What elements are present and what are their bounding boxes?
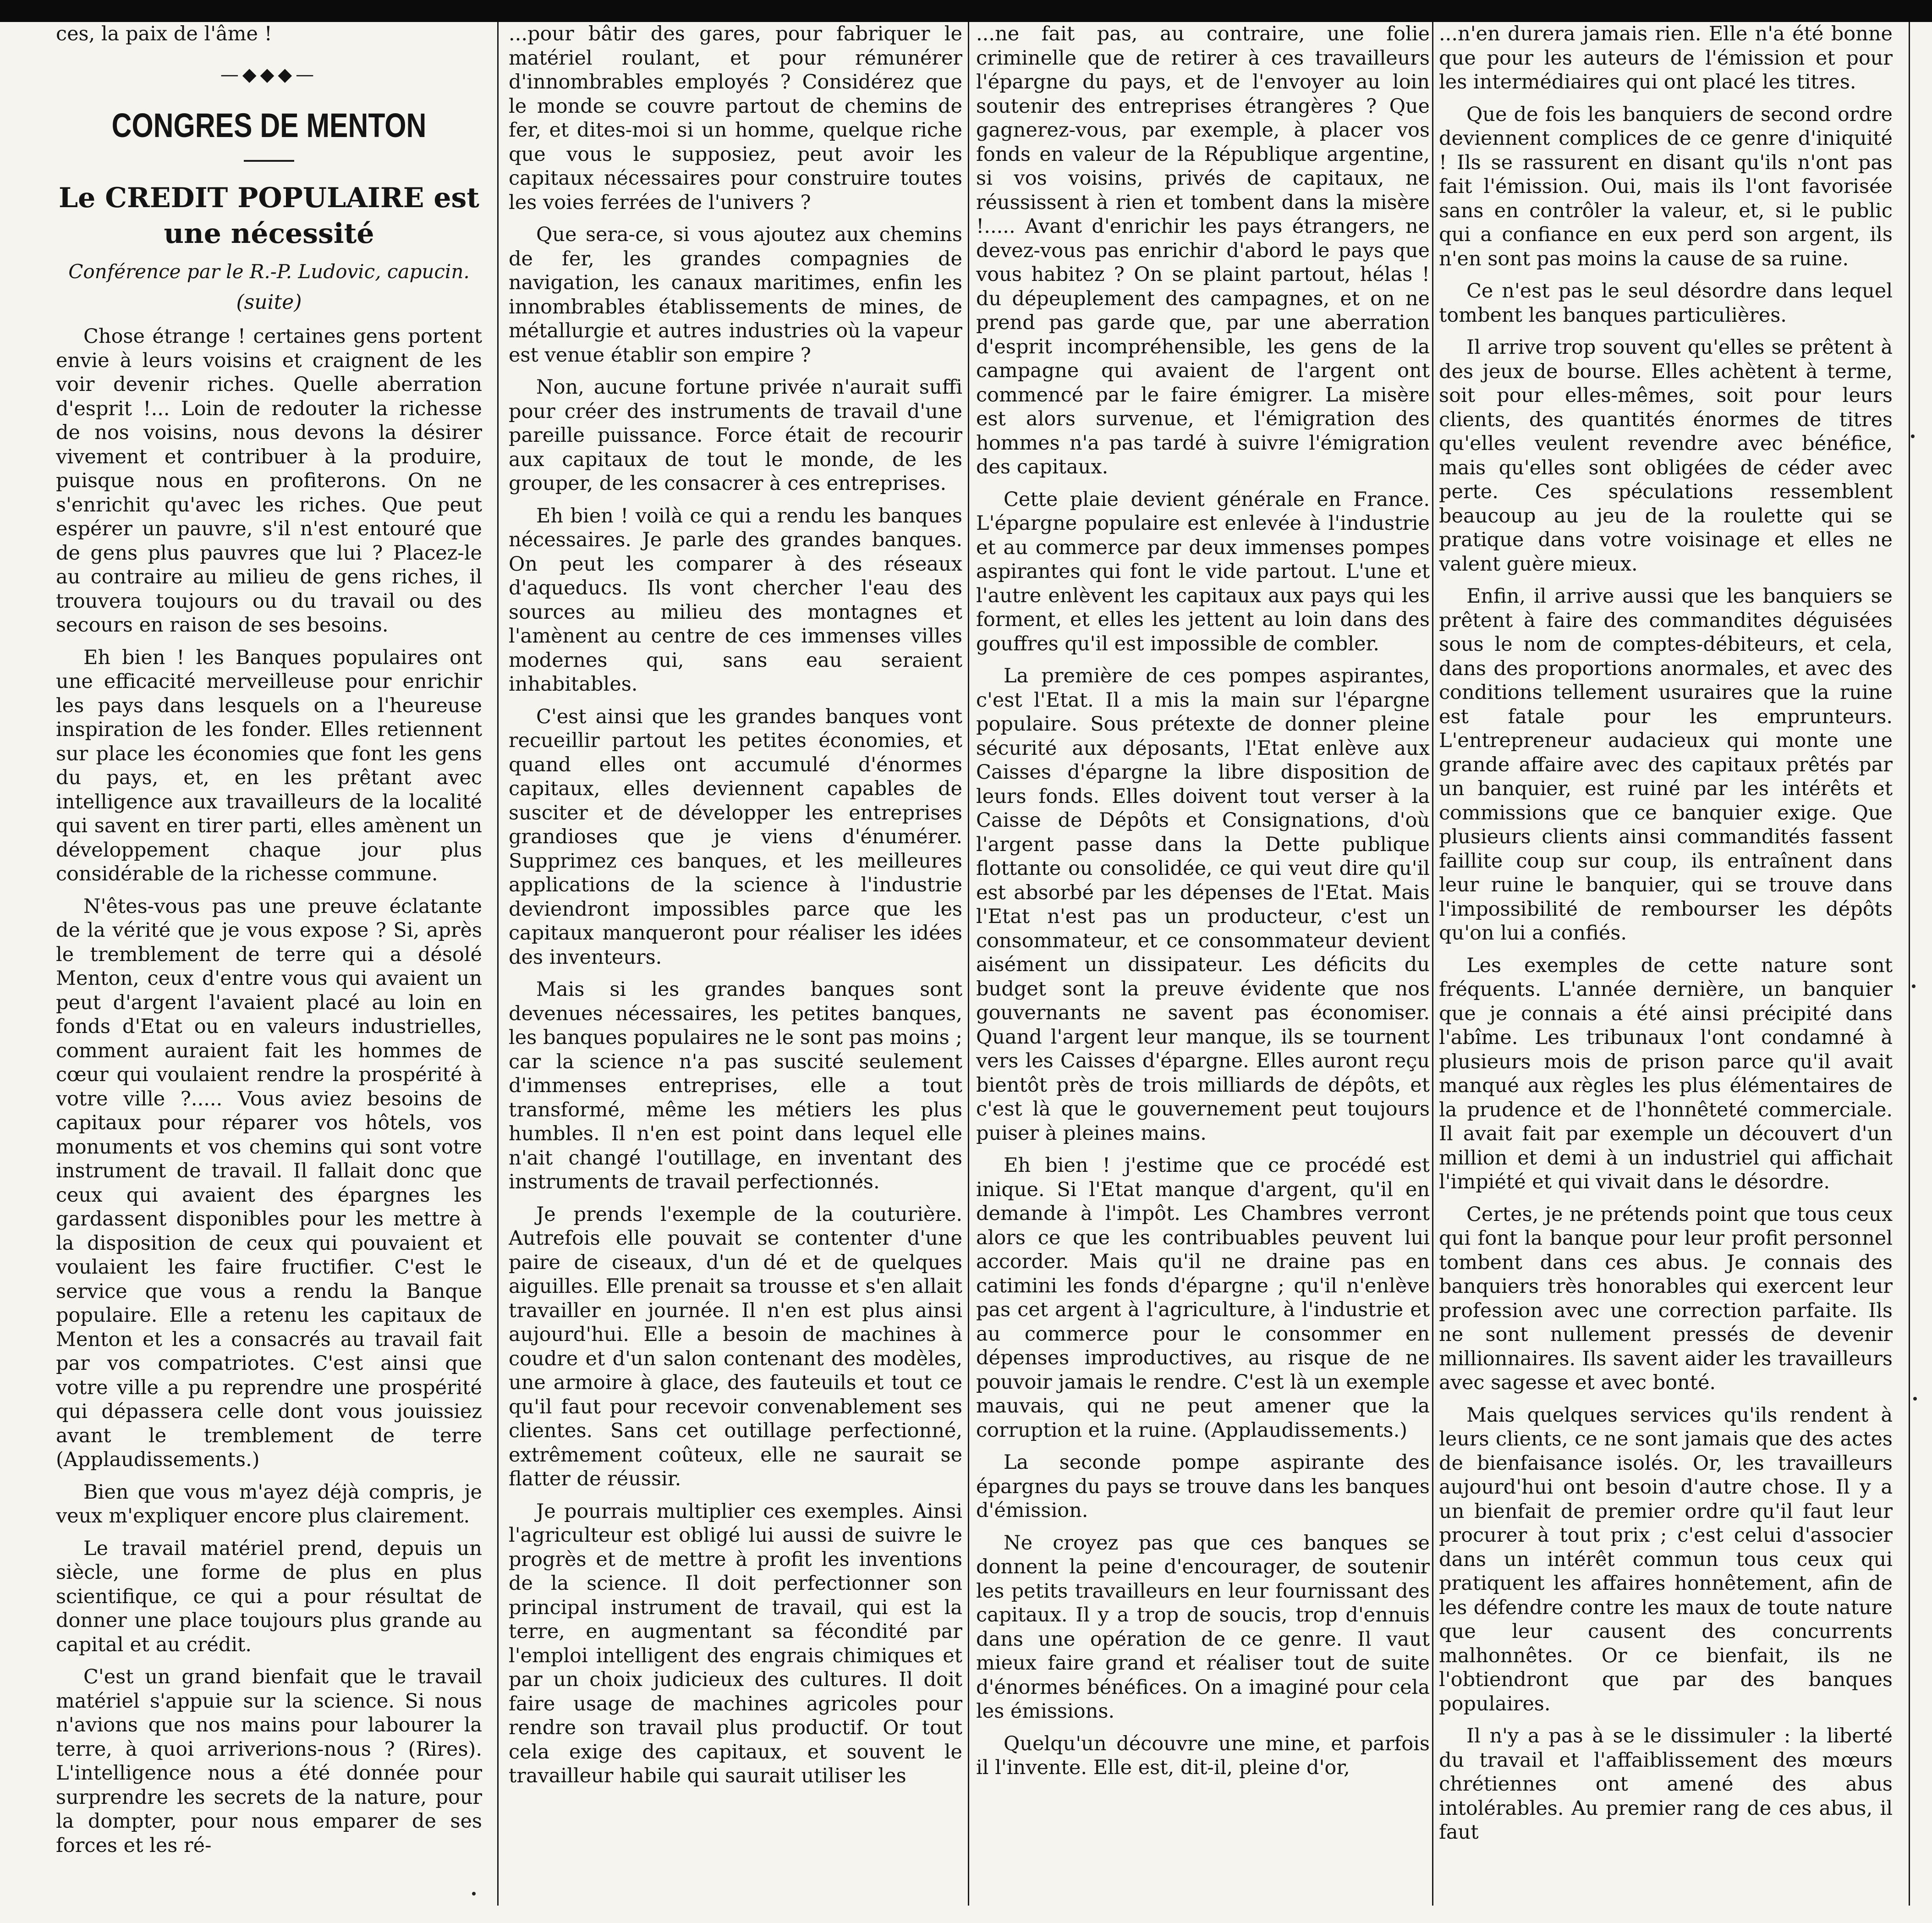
paragraph: Mais si les grandes banques sont devenues nécessaires, les petites banques, les banques populaires ne le sont pas moins ; car la science n'a pas suscité seulement d'immenses entreprises, elle a tout transformé, même les métiers les plus humbles. Il n'en est point dans lequel elle n'ait changé l'outillage, en inventant des instruments de travail perfectionnés.: [509, 978, 962, 1193]
newspaper-page: [0, 22, 1932, 1923]
column-2: [509, 22, 962, 1906]
paragraph: Les exemples de cette nature sont fréquents. L'année dernière, un banquier que je connais a été ainsi précipité dans l'abîme. Les tribunaux l'ont condamné à plusieurs mois de prison parce qu'il avait manqué aux règles les plus élémentaires de la prudence et de l'honnêteté commerciale. Il avait fait par exemple un découvert d'un million et demi à un industriel qui affichait l'impiété et qui vivait dans le désordre.: [1439, 954, 1893, 1193]
paragraph: Bien que vous m'ayez déjà compris, je veux m'expliquer encore plus clairement.: [56, 1480, 482, 1527]
paragraph: La première de ces pompes aspirantes, c'est l'Etat. Il a mis la main sur l'épargne populaire. Sous prétexte de donner pleine sécurité aux déposants, l'Etat enlève aux Caisses d'épargne la libre disposition de leurs fonds. Elles doivent tout verser à la Caisse de Dépôts et Consignations, d'où l'argent passe dans la Dette publique flottante ou consolidée, ce qui veut dire qu'il est absorbé par les dépenses de l'Etat. Mais l'Etat n'est pas un producteur, c'est un consommateur, et ce consommateur devient aisément un dissipateur. Les déficits du budget sont la preuve évidente que nos gouvernants ne savent pas économiser. Quand l'argent leur manque, ils se tournent vers les Caisses d'épargne. Elles auront reçu bientôt près de trois milliards de dépôts, et c'est là que le gouvernement peut toujours puiser à pleines mains.: [976, 665, 1430, 1145]
column-divider: [1909, 22, 1910, 1906]
article-headline: CONGRES DE MENTON: [111, 106, 427, 144]
paragraph: Quelqu'un découvre une mine, et parfois il l'invente. Elle est, dit-il, pleine d'or,: [976, 1732, 1430, 1779]
paragraph: Eh bien ! voilà ce qui a rendu les banques nécessaires. Je parle des grandes banques. On peut les comparer à des réseaux d'aqueducs. Ils vont chercher l'eau des sources au milieu des montagnes et l'amènent au centre de ces immenses villes modernes qui, sans eau seraient inhabitables.: [509, 504, 962, 696]
paragraph: Chose étrange ! certaines gens portent envie à leurs voisins et craignent de les voir devenir riches. Quelle aberration d'esprit !... Loin de redouter la richesse de nos voisins, nous devons la désirer vivement et contribuer à la produire, puisque nous en profiterons. On ne s'enrichit qu'avec les riches. Que peut espérer un pauvre, s'il n'est entouré que de gens plus pauvres que lui ? Placez-le au contraire au milieu de gens riches, il trouvera toujours ou du travail ou des secours en raison de ses besoins.: [56, 325, 482, 637]
paragraph: N'êtes-vous pas une preuve éclatante de la vérité que je vous expose ? Si, après le tremblement de terre qui a désolé Menton, ceux d'entre vous qui avaient un peut d'argent l'avaient placé au loin en fonds d'Etat ou en valeurs industrielles, comment auraient fait les hommes de cœur qui voulaient rendre la prospérité à votre ville ?..... Vous aviez besoins de capitaux pour réparer vos hôtels, vos monuments et vos chemins qui sont votre instrument de travail. Il fallait donc que ceux qui avaient des épargnes les gardassent disponibles pour les mettre à la disposition de ceux qui pouvaient et voulaient les faire fructifier. C'est le service que vous a rendu la Banque populaire. Elle a retenu les capitaux de Menton et les a consacrés au travail fait par vos compatriotes. C'est ainsi que votre ville a pu reprendre une prospérité qui dépassera celle dont vous jouissiez avant le tremblement de terre (Applaudissements.): [56, 895, 482, 1471]
paragraph: Je prends l'exemple de la couturière. Autrefois elle pouvait se contenter d'une paire de ciseaux, d'un dé et de quelques aiguilles. Elle prenait sa trousse et s'en allait travailler en journée. Il n'en est plus ainsi aujourd'hui. Elle a besoin de machines à coudre et d'un salon contenant des modèles, une armoire à glace, des fauteuils et tout ce qu'il faut pour recevoir convenablement ses clientes. Sans cet outillage perfectionné, extrêmement coûteux, elle ne saurait se flatter de réussir.: [509, 1203, 962, 1490]
column-divider: [968, 22, 969, 1906]
ornament-divider: —◆◆◆—: [220, 64, 318, 85]
scan-speck: [1911, 434, 1915, 438]
column-4: [1439, 22, 1893, 1906]
scan-speck: [472, 1892, 476, 1896]
scan-speck: [1912, 984, 1916, 988]
paragraph: La seconde pompe aspirante des épargnes du pays se trouve dans les banques d'émission.: [976, 1451, 1430, 1522]
paragraph: C'est un grand bienfait que le travail matériel s'appuie sur la science. Si nous n'avions que nos mains pour labourer la terre, à quoi arriverions-nous ? (Rires). L'intelligence nous a été donnée pour surprendre les secrets de la nature, pour la dompter, pour nous emparer de ses forces et les ré-: [56, 1665, 482, 1857]
column-divider: [1432, 22, 1433, 1906]
paragraph: Enfin, il arrive aussi que les banquiers se prêtent à faire des commandites déguisées sous le nom de comptes-débiteurs, et cela, dans des proportions anormales, et avec des conditions tellement usuraires que la ruine est fatale pour les emprunteurs. L'entrepreneur audacieux qui monte une grande affaire avec des capitaux prêtés par un banquier, est ruiné par les intérêts et commissions que ce banquier exige. Que plusieurs clients ainsi commandités fassent faillite coup sur coup, ils entraînent dans leur ruine le banquier, qui se trouve dans l'impossibilité de rembourser les dépôts qu'on lui a confiés.: [1439, 585, 1893, 945]
article-byline: Conférence par le R.-P. Ludovic, capucin.: [68, 260, 470, 283]
paragraph: Il arrive trop souvent qu'elles se prêtent à des jeux de bourse. Elles achètent à terme, soit pour elles-mêmes, soit pour leurs clients, des quantités énormes de titres qu'elles veulent revendre avec bénéfice, mais qu'elles sont obligées de céder avec perte. Ces spéculations ressemblent beaucoup au jeu de la roulette qui se pratique dans votre voisinage et elles ne valent guère mieux.: [1439, 336, 1893, 576]
paragraph: Certes, je ne prétends point que tous ceux qui font la banque pour leur profit personnel tombent dans ces abus. Je connais des banquiers très honorables qui exercent leur profession avec une correction parfaite. Ils ne sont nullement pressés de devenir millionnaires. Ils savent aider les travailleurs avec sagesse et avec bonté.: [1439, 1203, 1893, 1394]
article-subhead: Le CREDIT POPULAIRE est une nécessité: [58, 182, 480, 250]
paragraph: ...pour bâtir des gares, pour fabriquer le matériel roulant, et pour rémunérer d'innombrables employés ? Considérez que le monde se couvre partout de chemins de fer, et dites-moi si un homme, quelque riche que vous le supposiez, peut avoir les capitaux nécessaires pour construire toutes les voies ferrées de l'univers ?: [509, 22, 962, 214]
scan-top-border: [0, 0, 1932, 22]
paragraph: Mais quelques services qu'ils rendent à leurs clients, ce ne sont jamais que des actes de bienfaisance isolés. Or, les travailleurs aujourd'hui ont besoin d'autre chose. Il y a un bienfait de premier ordre qu'il faut leur procurer à tout prix ; c'est celui d'associer dans un intérêt commun tous ceux qui pratiquent les affaires honnêtement, afin de les défendre contre les maux de toute nature que leur causent des concurrents malhonnêtes. Or ce bienfait, ils ne l'obtiendront que par des banques populaires.: [1439, 1403, 1893, 1715]
paragraph: C'est ainsi que les grandes banques vont recueillir partout les petites économies, et quand elles ont accumulé d'énormes capitaux, elles deviennent capables de susciter et de développer les entreprises grandioses que je viens d'énumérer. Supprimez ces banques, et les meilleures applications de la science à l'industrie deviendront impossibles parce que les capitaux manqueront pour réaliser les idées des inventeurs.: [509, 705, 962, 969]
paragraph: Que sera-ce, si vous ajoutez aux chemins de fer, les grandes compagnies de navigation, les canaux maritimes, enfin les innombrables établissements de mines, de métallurgie et autres industries où la vapeur est venue établir son empire ?: [509, 223, 962, 367]
column-divider: [497, 22, 499, 1906]
paragraph: Que de fois les banquiers de second ordre deviennent complices de ce genre d'iniquité ! Ils se rassurent en disant qu'ils n'ont pas fait l'émission. Oui, mais ils l'ont favorisée sans en contrôler la valeur, et, si le public qui a confiance en eux perd son argent, ils n'en sont pas moins la cause de sa ruine.: [1439, 103, 1893, 270]
paragraph: ...ne fait pas, au contraire, une folie criminelle que de retirer à ces travailleurs l'épargne du pays, et de l'envoyer au loin soutenir des entreprises étrangères ? Que gagnerez-vous, par exemple, à placer vos fonds en valeur de la République argentine, si vos voisins, privés de capitaux, ne réussissent à rien et tombent dans la misère !..... Avant d'enrichir les pays étrangers, ne devez-vous pas enrichir d'abord le pays que vous habitez ? On se plaint partout, hélas ! du dépeuplement des campagnes, et on ne prend pas garde que, par une aberration d'esprit incompréhensible, les gens de la campagne qui avaient de l'argent ont commencé par le faire émigrer. La misère est alors survenue, et l'émigration des hommes n'a pas tardé à suivre l'émigration des capitaux.: [976, 22, 1430, 478]
column-1-opening: ces, la paix de l'âme !: [56, 22, 272, 45]
article-continued-label: (suite): [236, 290, 302, 314]
paragraph: Il n'y a pas à se le dissimuler : la liberté du travail et l'affaiblissement des mœurs chrétiennes ont amené des abus intolérables. Au premier rang de ces abus, il faut: [1439, 1725, 1893, 1844]
paragraph: Cette plaie devient générale en France. L'épargne populaire est enlevée à l'industrie et au commerce par deux immenses pompes aspirantes qui font le vide partout. L'une et l'autre enlèvent les capitaux aux pays qui les forment, et elles les jettent au loin dans des gouffres qu'il est impossible de combler.: [976, 488, 1430, 655]
paragraph: Le travail matériel prend, depuis un siècle, une forme de plus en plus scientifique, ce qui a pour résultat de donner une place toujours plus grande au capital et au crédit.: [56, 1537, 482, 1656]
scan-speck: [1913, 1397, 1917, 1401]
paragraph: Ce n'est pas le seul désordre dans lequel tombent les banques particulières.: [1439, 280, 1893, 327]
paragraph: Je pourrais multiplier ces exemples. Ainsi l'agriculteur est obligé lui aussi de suivre le progrès et de mettre à profit les inventions de la science. Il doit perfectionner son principal instrument de travail, qui est la terre, en augmentant sa fécondité par l'emploi intelligent des engrais chimiques et par un choix judicieux des cultures. Il doit faire usage de machines agricoles pour rendre son travail plus productif. Or tout cela exige des capitaux, et souvent le travailleur habile qui saurait utiliser les: [509, 1500, 962, 1787]
column-3: [976, 22, 1430, 1906]
paragraph: Non, aucune fortune privée n'aurait suffi pour créer des instruments de travail d'une pareille puissance. Force était de recourir aux capitaux de tout le monde, de les grouper, de les consacrer à ces entreprises.: [509, 376, 962, 495]
headline-rule: [244, 160, 294, 162]
paragraph: ...n'en durera jamais rien. Elle n'a été bonne que pour les auteurs de l'émission et pour les intermédiaires qui ont placé les titres.: [1439, 22, 1893, 93]
paragraph: Eh bien ! les Banques populaires ont une efficacité merveilleuse pour enrichir les pays dans lesquels on a l'heureuse inspiration de les fonder. Elles retiennent sur place les économies que font les gens du pays, et, en les prêtant avec intelligence aux travailleurs de la localité qui savent en tirer parti, elles amènent un développement chaque jour plus considérable de la richesse commune.: [56, 646, 482, 885]
column-1: [56, 22, 482, 1906]
paragraph: Ne croyez pas que ces banques se donnent la peine d'encourager, de soutenir les petits travailleurs en leur fournissant des capitaux. Il y a trop de soucis, trop d'ennuis dans une opération de ce genre. Il vaut mieux faire grand et réaliser tout de suite d'énormes bénéfices. On a imaginé pour cela les émissions.: [976, 1531, 1430, 1723]
paragraph: Eh bien ! j'estime que ce procédé est inique. Si l'Etat manque d'argent, qu'il en demande à l'impôt. Les Chambres verront alors ce que les contribuables peuvent lui accorder. Mais qu'il ne draine pas en catimini les fonds d'épargne ; qu'il n'enlève pas cet argent à l'agriculture, à l'industrie et au commerce pour le consommer en dépenses improductives, au risque de ne pouvoir jamais le rendre. C'est là un exemple mauvais, qui ne peut amener que la corruption et la ruine. (Applaudissements.): [976, 1154, 1430, 1442]
